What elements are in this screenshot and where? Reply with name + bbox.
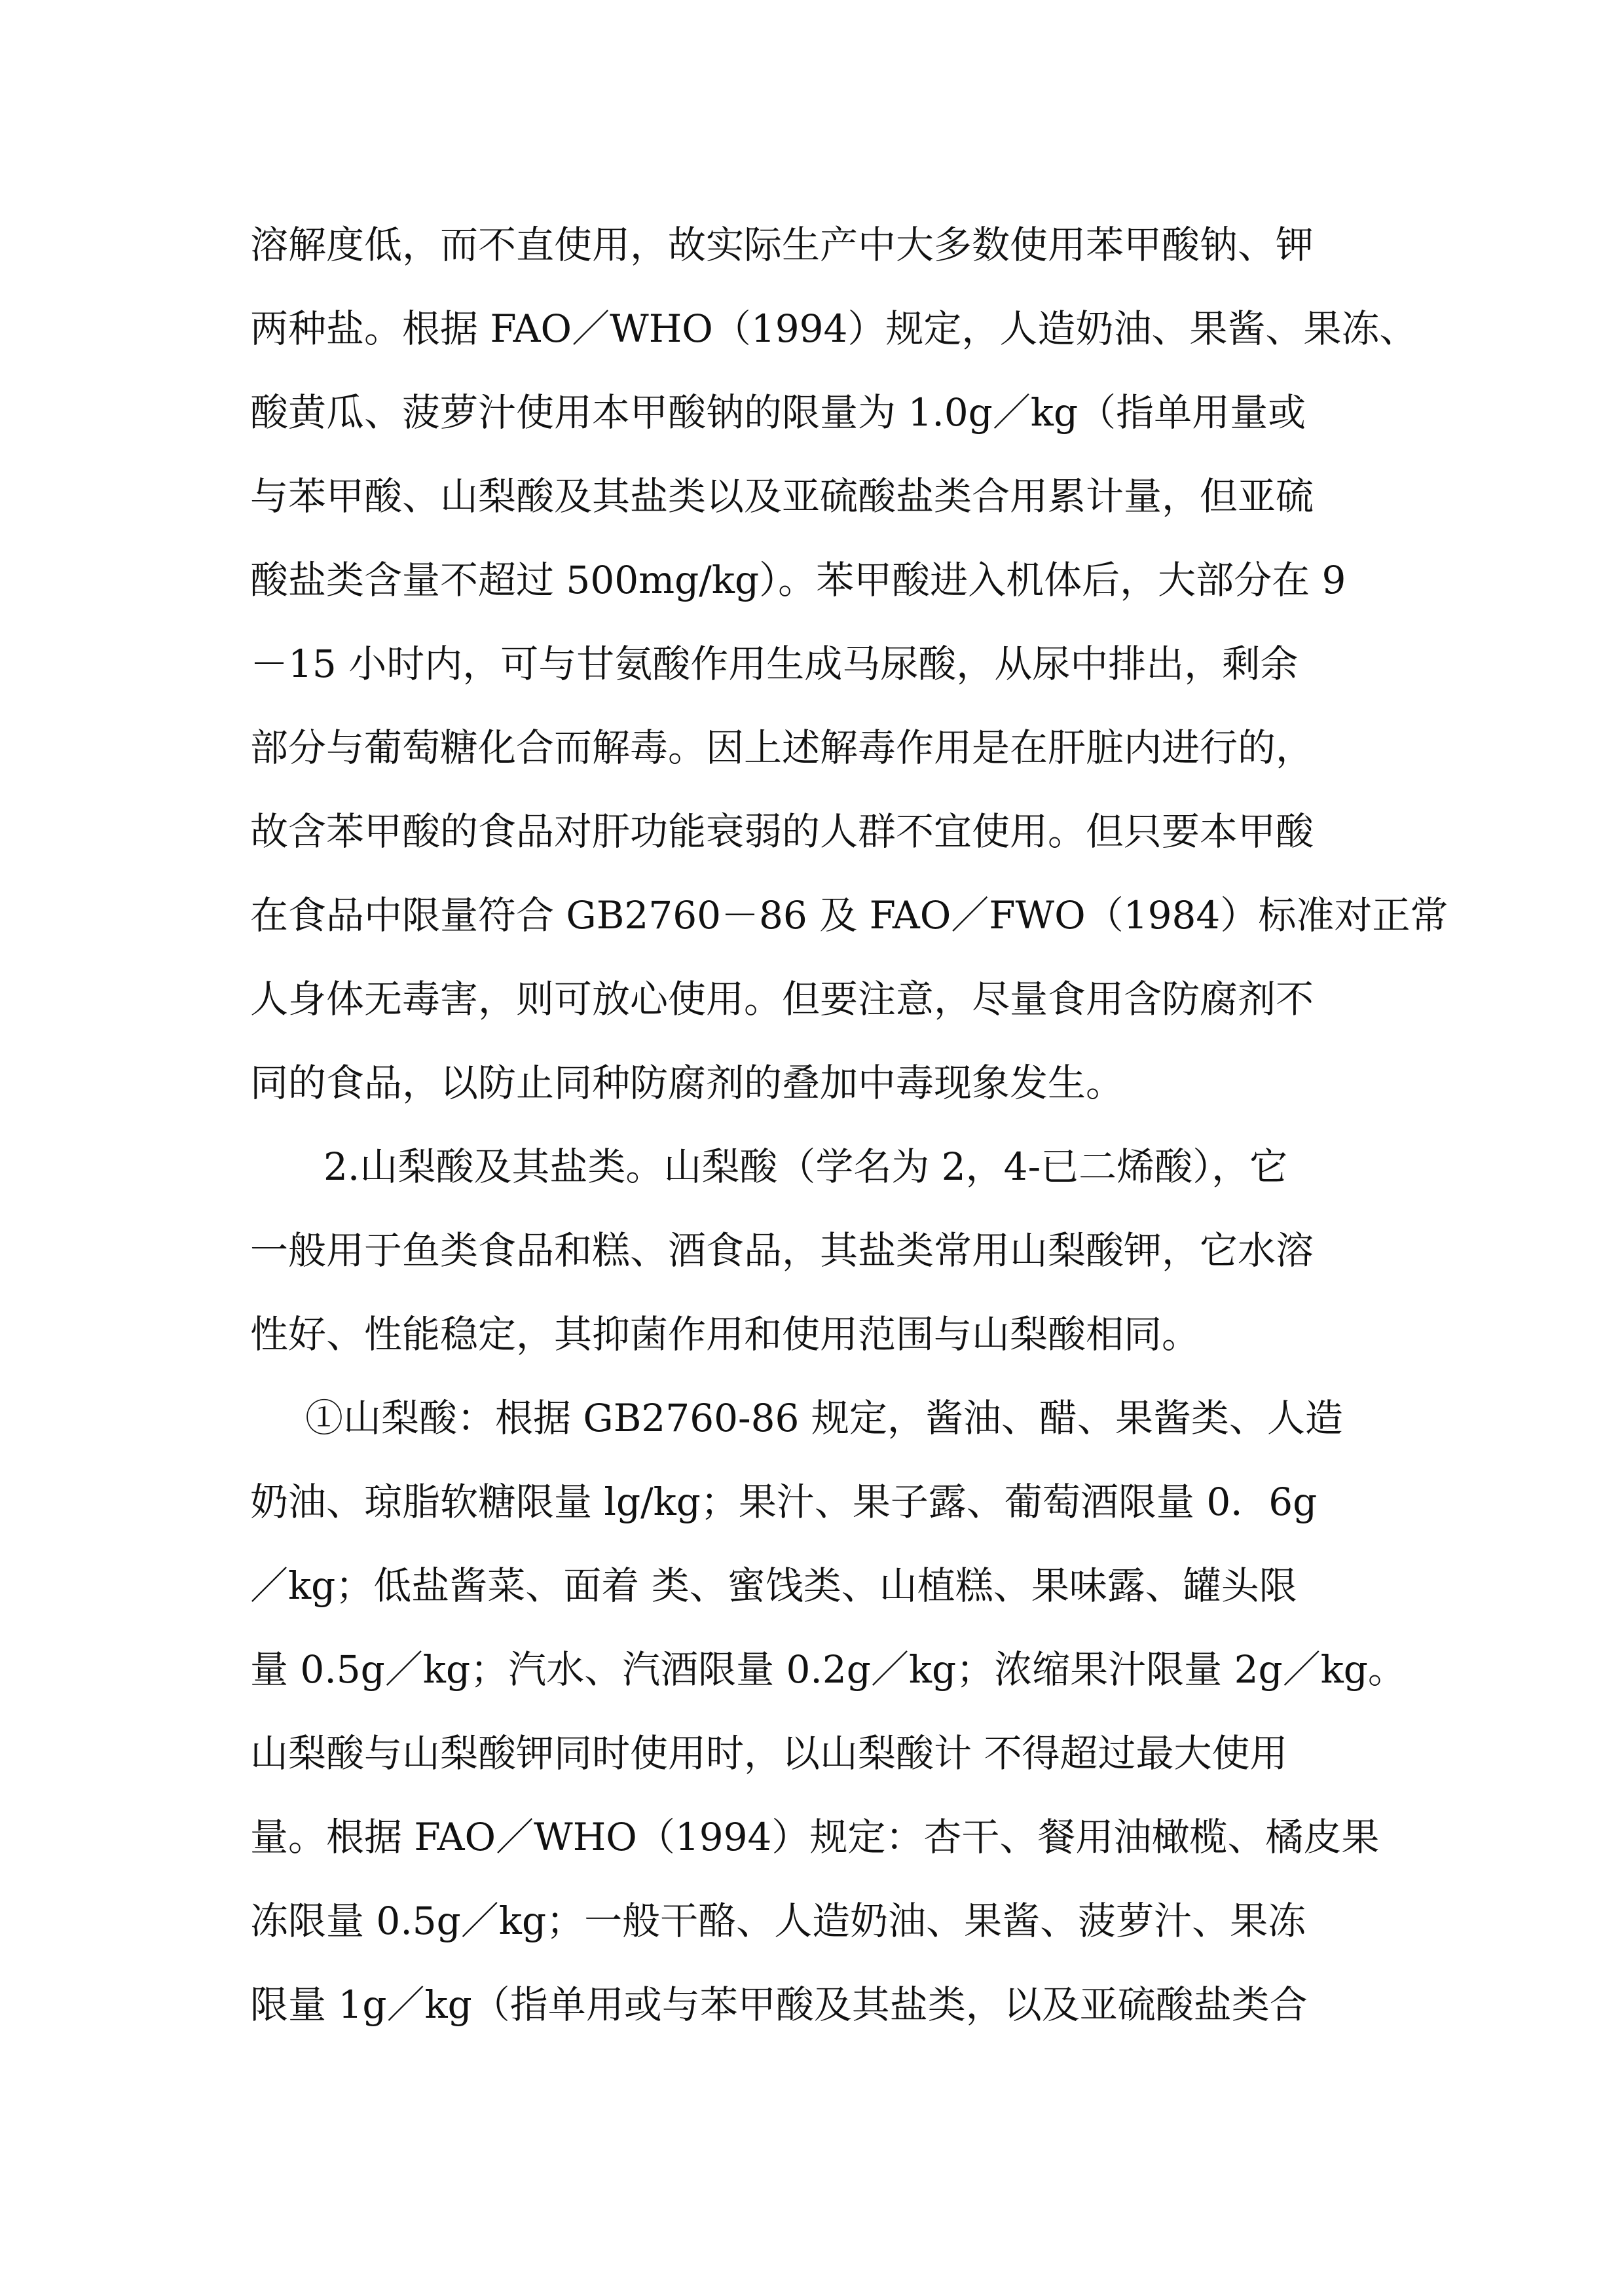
text-line-8: 故含苯甲酸的食品对肝功能衰弱的人群不宜使用。但只要本甲酸: [250, 809, 1314, 854]
text-line-20: 量。根据 FAO／WHO（1994）规定：杏干、餐用油橄榄、橘皮果: [250, 1815, 1380, 1859]
text-line-21: 冻限量 0.5g／kg；一般干酪、人造奶油、果酱、菠萝汁、果冻: [250, 1899, 1306, 1943]
text-line-13: 一般用于鱼类食品和糕、酒食品，其盐类常用山梨酸钾，它水溶: [250, 1228, 1314, 1273]
text-line-1: 溶解度低，而不直使用，故实际生产中大多数使用苯甲酸钠、钾: [250, 223, 1314, 267]
text-line-17: ／kg；低盐酱菜、面着 类、蜜饯类、山植糕、果味露、罐头限: [250, 1563, 1297, 1608]
text-line-6: －15 小时内，可与甘氨酸作用生成马尿酸，从尿中排出，剩余: [250, 642, 1299, 686]
text-line-22: 限量 1g／kg（指单用或与苯甲酸及其盐类，以及亚硫酸盐类合: [250, 1982, 1308, 2027]
text-line-2: 两种盐。根据 FAO／WHO（1994）规定，人造奶油、果酱、果冻、: [250, 306, 1418, 351]
text-line-5: 酸盐类含量不超过 500mg/kg）。苯甲酸进入机体后，大部分在 9: [250, 558, 1346, 602]
text-line-3: 酸黄瓜、菠萝汁使用本甲酸钠的限量为 1.0g／kg（指单用量或: [250, 390, 1306, 435]
body-text: [250, 203, 1449, 2047]
text-line-11: 同的食品，以防止同种防腐剂的叠加中毒现象发生。: [250, 1061, 1124, 1105]
text-line-19: 山梨酸与山梨酸钾同时使用时，以山梨酸计 不得超过最大使用: [250, 1731, 1288, 1776]
text-line-7: 部分与葡萄糖化合而解毒。因上述解毒作用是在肝脏内进行的，: [250, 725, 1314, 770]
text-line-14: 性好、性能稳定，其抑菌作用和使用范围与山梨酸相同。: [250, 1312, 1200, 1357]
text-line-10: 人身体无毒害，则可放心使用。但要注意，尽量食用含防腐剂不: [250, 977, 1314, 1021]
text-line-12: 2.山梨酸及其盐类。山梨酸（学名为 2，4-已二烯酸），它: [323, 1144, 1288, 1189]
text-line-15: ①山梨酸：根据 GB2760-86 规定，酱油、醋、果酱类、人造: [305, 1396, 1343, 1440]
text-line-18: 量 0.5g／kg；汽水、汽酒限量 0.2g／kg；浓缩果汁限量 2g／kg。: [250, 1647, 1406, 1692]
text-line-4: 与苯甲酸、山梨酸及其盐类以及亚硫酸盐类合用累计量，但亚硫: [250, 474, 1314, 519]
text-line-16: 奶油、琼脂软糖限量 lg/kg；果汁、果子露、葡萄酒限量 0．6g: [250, 1480, 1318, 1524]
text-line-9: 在食品中限量符合 GB2760－86 及 FAO／FWO（1984）标准对正常: [250, 893, 1449, 938]
